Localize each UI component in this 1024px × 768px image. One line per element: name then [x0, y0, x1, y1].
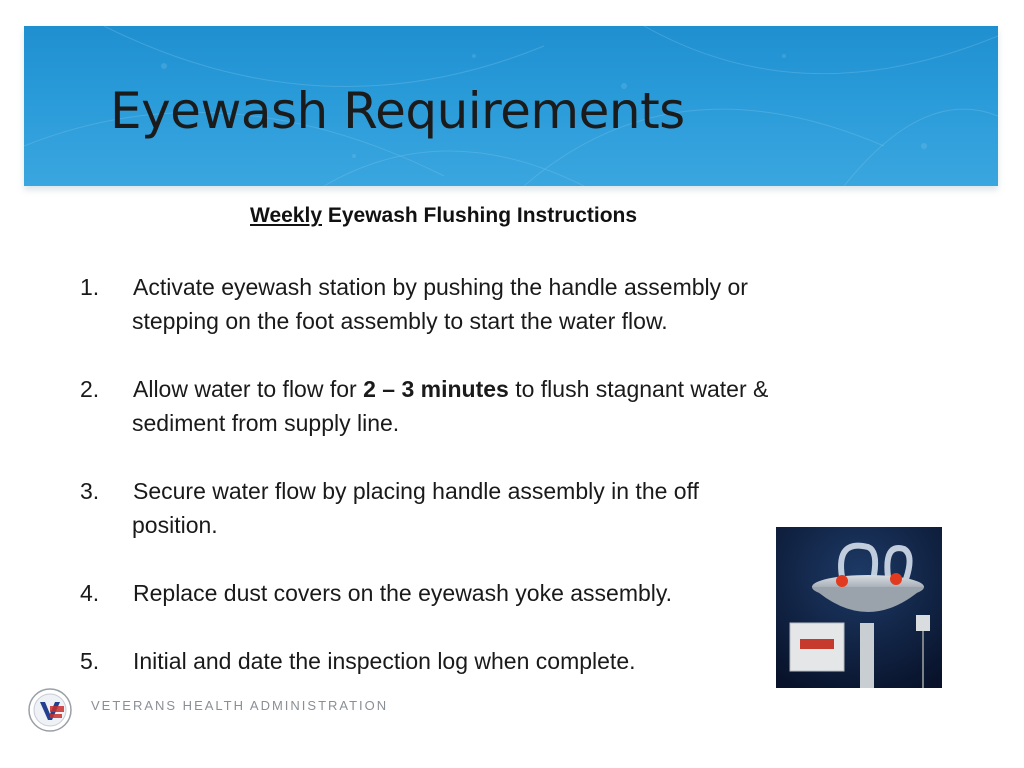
step-number: 3. [80, 478, 100, 504]
step-text-duration: 2 – 3 minutes [363, 376, 509, 402]
list-item [80, 474, 780, 542]
step-number: 5. [80, 648, 100, 674]
step-number: 1. [80, 274, 100, 300]
step-text-cont: position. [132, 512, 218, 538]
slide-title: Eyewash Requirements [110, 82, 685, 140]
list-item [80, 372, 780, 440]
instruction-list [80, 270, 780, 712]
step-number: 4. [80, 580, 100, 606]
step-text-cont: sediment from supply line. [132, 410, 400, 436]
subtitle-weekly: Weekly [250, 204, 322, 227]
va-seal-icon [28, 688, 72, 732]
step-text-post: to flush stagnant water & [508, 376, 769, 402]
section-subtitle [250, 204, 637, 228]
step-text: Secure water flow by placing handle assembly in the off [133, 478, 699, 504]
step-text: Replace dust covers on the eyewash yoke assembly. [133, 580, 673, 606]
step-text: Activate eyewash station by pushing the handle assembly or [133, 274, 748, 300]
eyewash-station-photo [776, 527, 942, 688]
list-item [80, 576, 780, 610]
step-text: Initial and date the inspection log when complete. [133, 648, 636, 674]
subtitle-rest: Eyewash Flushing Instructions [322, 204, 638, 227]
step-text-pre: Allow water to flow for [133, 376, 364, 402]
list-item [80, 644, 780, 678]
footer-organization: VETERANS HEALTH ADMINISTRATION [91, 698, 389, 713]
step-text [133, 372, 780, 406]
step-text-cont: stepping on the foot assembly to start the water flow. [132, 308, 668, 334]
list-item [80, 270, 780, 338]
step-number: 2. [80, 376, 100, 402]
